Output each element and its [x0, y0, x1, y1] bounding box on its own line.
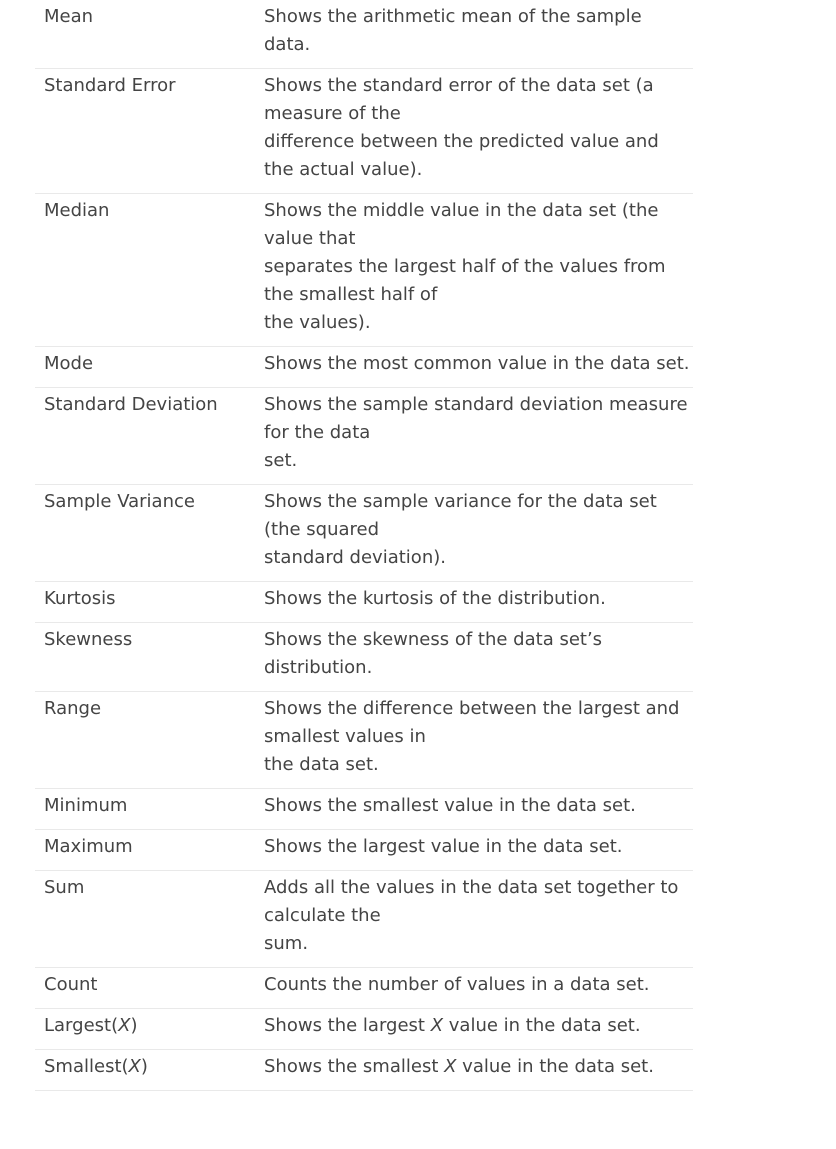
table-row	[35, 623, 693, 692]
table-row	[35, 1050, 693, 1091]
description-line: separates the largest half of the values from	[264, 256, 666, 277]
description-line: measure of the	[264, 103, 401, 124]
description-line: Shows the middle value in the data set (the	[264, 200, 659, 221]
description-line: Shows the difference between the largest and	[264, 698, 680, 719]
table-row	[35, 789, 693, 830]
description-cell	[254, 69, 693, 194]
term-cell: Median	[35, 194, 254, 347]
description-line: Shows the kurtosis of the distribution.	[264, 588, 606, 609]
description-line: (the squared	[264, 519, 380, 540]
description-suffix: value in the data set.	[443, 1015, 641, 1036]
table-row	[35, 485, 693, 582]
description-cell	[254, 1009, 693, 1050]
table-row	[35, 692, 693, 789]
description-line: for the data	[264, 422, 371, 443]
description-line: Shows the arithmetic mean of the sample	[264, 6, 642, 27]
description-cell	[254, 830, 693, 871]
term-cell: Sample Variance	[35, 485, 254, 582]
description-line: standard deviation).	[264, 547, 446, 568]
statistics-table	[35, 0, 693, 1091]
description-cell	[254, 692, 693, 789]
term-cell: Minimum	[35, 789, 254, 830]
term-suffix: )	[130, 1015, 138, 1036]
description-variable: X	[430, 1015, 444, 1036]
description-line: set.	[264, 450, 298, 471]
description-line: distribution.	[264, 657, 373, 678]
description-cell	[254, 485, 693, 582]
description-line: Shows the skewness of the data set’s	[264, 629, 603, 650]
term-cell: Sum	[35, 871, 254, 968]
table-row	[35, 388, 693, 485]
description-cell	[254, 789, 693, 830]
description-cell	[254, 388, 693, 485]
table-row	[35, 830, 693, 871]
description-line: Shows the most common value in the data set.	[264, 353, 690, 374]
description-line: Counts the number of values in a data set.	[264, 974, 650, 995]
term-cell: Standard Error	[35, 69, 254, 194]
description-line	[264, 1012, 693, 1040]
description-line	[264, 1053, 693, 1081]
term-cell: Range	[35, 692, 254, 789]
description-prefix: Shows the smallest	[264, 1056, 445, 1077]
description-line: smallest values in	[264, 726, 426, 747]
table-row	[35, 968, 693, 1009]
term-prefix: Smallest(	[44, 1056, 129, 1077]
term-cell: Maximum	[35, 830, 254, 871]
description-line: calculate the	[264, 905, 381, 926]
table-row	[35, 0, 693, 69]
term-cell: Skewness	[35, 623, 254, 692]
term-cell	[35, 1009, 254, 1050]
term-cell: Kurtosis	[35, 582, 254, 623]
table-row	[35, 347, 693, 388]
description-variable: X	[444, 1056, 457, 1077]
description-cell	[254, 582, 693, 623]
term-suffix: )	[140, 1056, 148, 1077]
table-row	[35, 69, 693, 194]
term-cell: Count	[35, 968, 254, 1009]
table-row	[35, 194, 693, 347]
description-line: Shows the smallest value in the data set.	[264, 795, 636, 816]
description-suffix: value in the data set.	[456, 1056, 654, 1077]
term-cell: Mode	[35, 347, 254, 388]
table-row	[35, 582, 693, 623]
term-prefix: Largest(	[44, 1015, 119, 1036]
description-line: the data set.	[264, 754, 379, 775]
description-line: Shows the standard error of the data set (a	[264, 75, 654, 96]
description-prefix: Shows the largest	[264, 1015, 431, 1036]
description-line: data.	[264, 34, 311, 55]
description-line: the smallest half of	[264, 284, 438, 305]
description-line: value that	[264, 228, 356, 249]
description-cell	[254, 347, 693, 388]
description-line: the actual value).	[264, 159, 423, 180]
term-variable: X	[118, 1015, 131, 1036]
description-cell	[254, 871, 693, 968]
description-cell	[254, 0, 693, 69]
description-line: sum.	[264, 933, 309, 954]
description-line: Shows the sample variance for the data set	[264, 491, 657, 512]
description-cell	[254, 968, 693, 1009]
description-line: the values).	[264, 312, 371, 333]
description-line: Shows the sample standard deviation measure	[264, 394, 688, 415]
description-line: Shows the largest value in the data set.	[264, 836, 623, 857]
term-variable: X	[128, 1056, 141, 1077]
term-cell	[35, 1050, 254, 1091]
term-cell: Mean	[35, 0, 254, 69]
description-cell	[254, 194, 693, 347]
table-row	[35, 871, 693, 968]
description-cell	[254, 623, 693, 692]
description-cell	[254, 1050, 693, 1091]
description-line: Adds all the values in the data set together to	[264, 877, 679, 898]
term-cell: Standard Deviation	[35, 388, 254, 485]
description-line: difference between the predicted value and	[264, 131, 659, 152]
table-row	[35, 1009, 693, 1050]
